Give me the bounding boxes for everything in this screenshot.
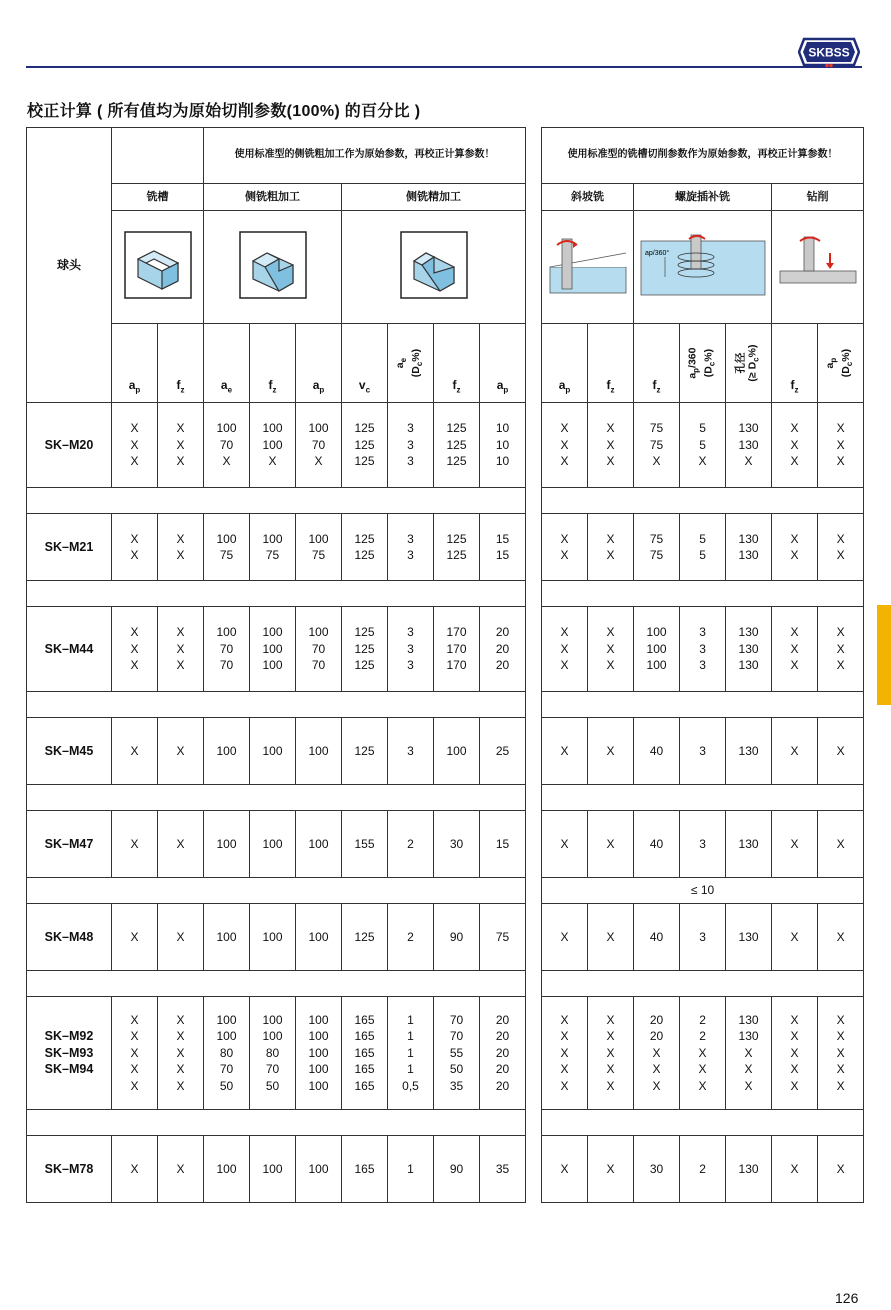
value-cell: X <box>772 1136 818 1203</box>
value-cell: X X X <box>588 403 634 488</box>
value-cell: 100 75 <box>296 514 342 581</box>
value-cell: X X X X X <box>772 997 818 1110</box>
value-cell: 90 <box>434 904 480 971</box>
value-cell: 15 <box>480 811 526 878</box>
value-cell: 15 15 <box>480 514 526 581</box>
value-cell: X <box>818 718 864 785</box>
value-cell: X X X X X <box>818 997 864 1110</box>
col-ap-3: $a_p$ <box>480 324 526 403</box>
value-cell: 100 <box>296 811 342 878</box>
value-cell: 165 <box>342 1136 388 1203</box>
value-cell: X X X <box>158 607 204 692</box>
m47-note: ≤ 10 <box>542 878 864 904</box>
value-cell: 2 <box>680 1136 726 1203</box>
value-cell: X X <box>542 514 588 581</box>
value-cell: 1 <box>388 1136 434 1203</box>
value-cell: 130 130 X <box>726 403 772 488</box>
value-cell: X X <box>158 514 204 581</box>
value-cell: 130 130 <box>726 514 772 581</box>
page-number: 126 <box>835 1290 859 1306</box>
value-cell: X X X <box>818 607 864 692</box>
value-cell: X <box>112 718 158 785</box>
value-cell: X X X <box>158 403 204 488</box>
value-cell: 20 20 20 20 20 <box>480 997 526 1110</box>
value-cell: 125 <box>342 904 388 971</box>
value-cell: 3 3 3 <box>680 607 726 692</box>
value-cell: X X X <box>818 403 864 488</box>
value-cell: 3 <box>388 718 434 785</box>
col-fz-2: $f_z$ <box>250 324 296 403</box>
value-cell: 40 <box>634 718 680 785</box>
ramping-icon <box>546 233 630 297</box>
value-cell: X <box>588 1136 634 1203</box>
col-fz-1: $f_z$ <box>158 324 204 403</box>
value-cell: X X X X X <box>588 997 634 1110</box>
value-cell: 100 70 X <box>296 403 342 488</box>
value-cell: 3 3 <box>388 514 434 581</box>
value-cell: X X X X X <box>158 997 204 1110</box>
skbss-logo <box>798 36 860 68</box>
value-cell: 75 75 X <box>634 403 680 488</box>
value-cell: 2 <box>388 811 434 878</box>
value-cell: 3 3 3 <box>388 403 434 488</box>
value-cell: 100 100 100 <box>634 607 680 692</box>
value-cell: X <box>542 904 588 971</box>
value-cell: 100 <box>296 1136 342 1203</box>
value-cell: X <box>158 904 204 971</box>
col-bore: 孔径 (≥ $D_c\%$) <box>726 324 772 403</box>
value-cell: X <box>112 811 158 878</box>
value-cell: 100 75 <box>250 514 296 581</box>
value-cell: 100 75 <box>204 514 250 581</box>
value-cell: 75 75 <box>634 514 680 581</box>
value-cell: 70 70 55 50 35 <box>434 997 480 1110</box>
value-cell: 125 125 <box>342 514 388 581</box>
value-cell: X <box>542 811 588 878</box>
value-cell: 100 <box>434 718 480 785</box>
value-cell: 20 20 20 <box>480 607 526 692</box>
group-left-note: 使用标准型的侧铣粗加工作为原始参数，再校正计算参数！ <box>204 128 526 184</box>
value-cell: 125 125 125 <box>342 403 388 488</box>
tool-name: SK–M21 <box>27 514 112 581</box>
value-cell: 130 <box>726 904 772 971</box>
value-cell: X X <box>818 514 864 581</box>
table-row <box>27 811 864 878</box>
col-fz-5: $f_z$ <box>634 324 680 403</box>
tool-name: SK–M47 <box>27 811 112 878</box>
table-row <box>27 718 864 785</box>
value-cell: X <box>772 904 818 971</box>
value-cell: X <box>772 811 818 878</box>
section-tab <box>877 605 891 705</box>
col-ap-1: $a_p$ <box>112 324 158 403</box>
op-slot: 铣槽 <box>112 184 204 211</box>
value-cell: X <box>542 1136 588 1203</box>
value-cell: 40 <box>634 811 680 878</box>
value-cell: 100 <box>296 718 342 785</box>
value-cell: 100 100 80 70 50 <box>250 997 296 1110</box>
value-cell: 20 20 X X X <box>634 997 680 1110</box>
col-fz-3: $f_z$ <box>434 324 480 403</box>
col-ae-dc: $a_e$ $(D_c\%)$ <box>388 324 434 403</box>
value-cell: 100 70 70 <box>296 607 342 692</box>
value-cell: 2 <box>388 904 434 971</box>
value-cell: 155 <box>342 811 388 878</box>
value-cell: 2 2 X X X <box>680 997 726 1110</box>
value-cell: X X X <box>542 403 588 488</box>
col-vc: $v_c$ <box>342 324 388 403</box>
value-cell: 90 <box>434 1136 480 1203</box>
value-cell: 3 3 3 <box>388 607 434 692</box>
value-cell: X X X X X <box>542 997 588 1110</box>
value-cell: 1 1 1 1 0,5 <box>388 997 434 1110</box>
col-ae: $a_e$ <box>204 324 250 403</box>
value-cell: 100 <box>204 1136 250 1203</box>
value-cell: 130 <box>726 1136 772 1203</box>
value-cell: X X <box>112 514 158 581</box>
value-cell: X <box>772 718 818 785</box>
value-cell: 130 <box>726 811 772 878</box>
table-row <box>27 904 864 971</box>
value-cell: 30 <box>634 1136 680 1203</box>
side-rough-icon <box>239 231 307 299</box>
col-ap360: $a_p/360$ $(D_c\%)$ <box>680 324 726 403</box>
value-cell: X <box>542 718 588 785</box>
tool-name: SK–M20 <box>27 403 112 488</box>
table-row <box>27 1136 864 1203</box>
value-cell: X <box>158 718 204 785</box>
value-cell: 100 70 70 <box>204 607 250 692</box>
tool-name: SK–M48 <box>27 904 112 971</box>
value-cell: 100 <box>250 718 296 785</box>
value-cell: X X <box>588 514 634 581</box>
header-rule <box>26 66 862 68</box>
slot-milling-icon <box>124 231 192 299</box>
table-row <box>27 607 864 692</box>
col-ap-2: $a_p$ <box>296 324 342 403</box>
value-cell: 125 <box>342 718 388 785</box>
col-ap-4: $a_p$ <box>542 324 588 403</box>
tool-name: SK–M92 SK–M93 SK–M94 <box>27 997 112 1110</box>
value-cell: 130 130 130 <box>726 607 772 692</box>
table-row <box>27 403 864 488</box>
table-row <box>27 997 864 1110</box>
value-cell: 75 <box>480 904 526 971</box>
value-cell: 5 5 X <box>680 403 726 488</box>
value-cell: X X X <box>112 607 158 692</box>
col-fz-6: $f_z$ <box>772 324 818 403</box>
helix-label: ap/360° <box>644 249 669 257</box>
value-cell: 100 <box>296 904 342 971</box>
value-cell: 100 70 X <box>204 403 250 488</box>
col-ap-dc: $a_p$ $(D_c\%)$ <box>818 324 864 403</box>
op-side-rough: 侧铣粗加工 <box>204 184 342 211</box>
value-cell: 100 <box>204 718 250 785</box>
value-cell: X X X <box>112 403 158 488</box>
value-cell: 100 <box>204 904 250 971</box>
value-cell: X <box>588 904 634 971</box>
op-drill: 钻削 <box>772 184 864 211</box>
value-cell: X <box>112 904 158 971</box>
value-cell: 10 10 10 <box>480 403 526 488</box>
value-cell: 100 100 100 <box>250 607 296 692</box>
tool-name: SK–M45 <box>27 718 112 785</box>
value-cell: X X X X X <box>112 997 158 1110</box>
value-cell: 100 100 X <box>250 403 296 488</box>
value-cell: 170 170 170 <box>434 607 480 692</box>
value-cell: X <box>818 811 864 878</box>
value-cell: 130 130 X X X <box>726 997 772 1110</box>
side-finish-icon <box>400 231 468 299</box>
value-cell: 125 125 <box>434 514 480 581</box>
value-cell: 100 <box>250 904 296 971</box>
value-cell: X X X <box>542 607 588 692</box>
value-cell: 3 <box>680 811 726 878</box>
value-cell: 5 5 <box>680 514 726 581</box>
value-cell: 100 <box>250 1136 296 1203</box>
value-cell: 30 <box>434 811 480 878</box>
group-right-note: 使用标准型的铣槽切削参数作为原始参数，再校正计算参数！ <box>542 128 864 184</box>
value-cell: 125 125 125 <box>434 403 480 488</box>
value-cell: 100 100 80 70 50 <box>204 997 250 1110</box>
value-cell: 35 <box>480 1136 526 1203</box>
op-ramp: 斜坡铣 <box>542 184 634 211</box>
drilling-icon <box>776 233 860 297</box>
value-cell: X <box>158 1136 204 1203</box>
value-cell: 125 125 125 <box>342 607 388 692</box>
op-helix: 螺旋插补铣 <box>634 184 772 211</box>
ball-head-label: 球头 <box>27 128 112 403</box>
tool-name: SK–M78 <box>27 1136 112 1203</box>
value-cell: 25 <box>480 718 526 785</box>
value-cell: X X X <box>772 607 818 692</box>
value-cell: X X X <box>772 403 818 488</box>
value-cell: 40 <box>634 904 680 971</box>
value-cell: 100 <box>204 811 250 878</box>
value-cell: X <box>588 718 634 785</box>
col-fz-4: $f_z$ <box>588 324 634 403</box>
value-cell: X X X <box>588 607 634 692</box>
value-cell: X <box>112 1136 158 1203</box>
value-cell: 130 <box>726 718 772 785</box>
correction-table <box>26 127 864 1203</box>
value-cell: X <box>158 811 204 878</box>
helix-milling-icon <box>639 233 767 297</box>
value-cell: 165 165 165 165 165 <box>342 997 388 1110</box>
tool-name: SK–M44 <box>27 607 112 692</box>
value-cell: X <box>818 1136 864 1203</box>
svg-text:SKBSS: SKBSS <box>808 45 850 60</box>
page-title: 校正计算 ( 所有值均为原始切削参数(100%) 的百分比 ) <box>27 103 421 120</box>
value-cell: 3 <box>680 718 726 785</box>
value-cell: 3 <box>680 904 726 971</box>
value-cell: 100 <box>250 811 296 878</box>
value-cell: X <box>588 811 634 878</box>
value-cell: X <box>818 904 864 971</box>
table-row <box>27 514 864 581</box>
op-side-finish: 侧铣精加工 <box>342 184 526 211</box>
value-cell: X X <box>772 514 818 581</box>
value-cell: 100 100 100 100 100 <box>296 997 342 1110</box>
